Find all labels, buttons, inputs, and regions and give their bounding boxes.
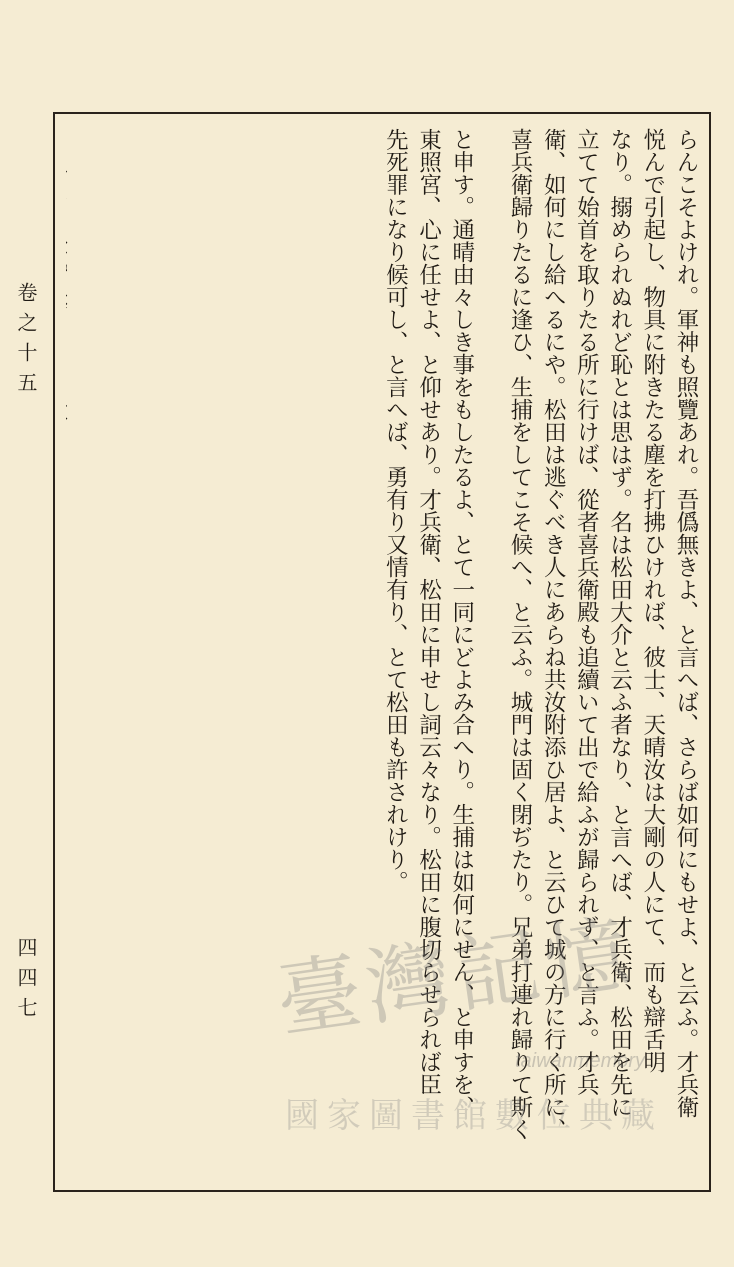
- text-line: 東照宮、心に任せよ、と仰せあり。才兵衛、松田に申せし詞云々なり。松田に腹切らせられば臣: [415, 128, 442, 1096]
- watermark-caption: 國家圖書館數位典藏: [285, 1096, 663, 1136]
- watermark-url: taiwanmemory: [515, 1050, 646, 1072]
- text-line: 衛、如何にし給へるにや。松田は逃ぐべき人にあらね共汝附添ひ居よ、と云ひて城の方に行く所に、: [540, 128, 567, 1141]
- text-line: と申す。通晴由々しき事をもしたるよ、とて一同にどよみ合へり。生捕は如何にせん、と申すを、: [448, 128, 475, 1118]
- watermark-logo: 臺灣記憶: [270, 903, 641, 1051]
- page-number: 四四七: [14, 937, 38, 1027]
- vertical-text-body: [66, 128, 702, 1180]
- chapter-label: 卷之十五: [14, 282, 38, 402]
- text-line: らんこそよけれ。軍神も照覽あれ。吾僞無きよ、と言へば、さらば如何にもせよ、と云ふ。才兵衛: [673, 128, 699, 1118]
- text-line: 喜兵衛歸りたるに逢ひ、生捕をしてこそ候へ、と云ふ。城門は固く閉ぢたり。兄弟打連れ歸りて斯く: [506, 128, 533, 1141]
- section-heading: [66, 138, 378, 1170]
- text-line: 立てて始首を取りたる所に行けば、從者喜兵衛殿も追續いて出で給ふが歸られず、と言ふ。才兵: [573, 128, 600, 1096]
- text-line: なり。搦められぬれど恥とは思はず。名は松田大介と云ふ者なり、と言へば、才兵衛、松田を先に: [606, 128, 633, 1118]
- text-line: 悦んで引起し、物具に附きたる塵を打拂ひければ、彼士、天晴汝は大剛の人にて、而も辯舌明: [639, 128, 666, 1073]
- text-line: 先死罪になり候可し、と言へば、勇有り又情有り、とて松田も許されけり。: [382, 128, 409, 893]
